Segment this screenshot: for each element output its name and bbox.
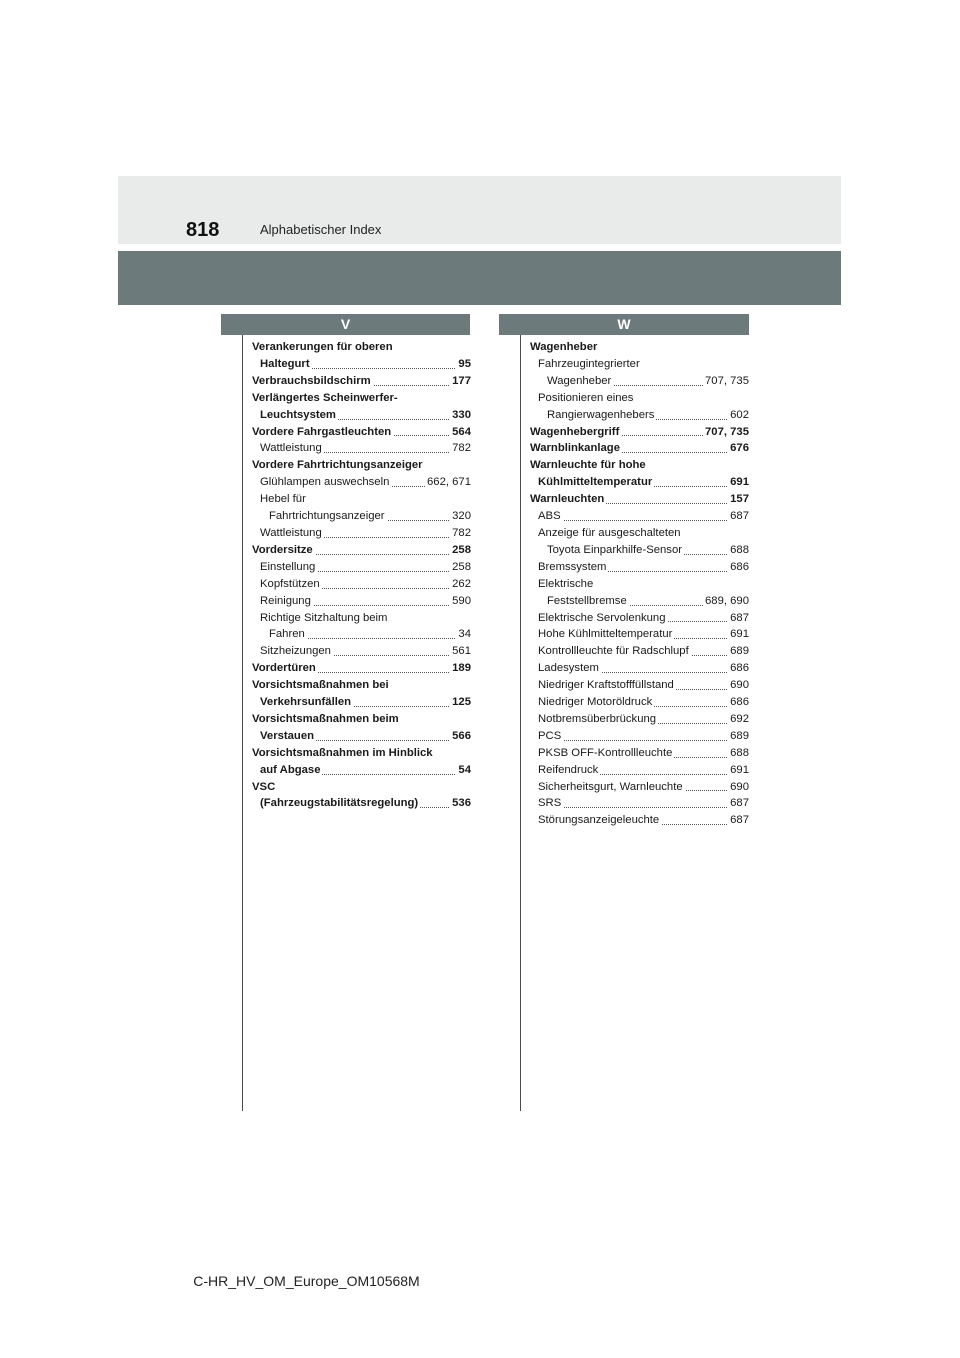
index-entry <box>252 474 471 491</box>
index-term: Feststellbremse <box>547 594 627 607</box>
index-term: Sicherheitsgurt, Warnleuchte <box>538 780 683 793</box>
page-reference: 564 <box>450 424 471 441</box>
page-reference: 687 <box>728 508 749 525</box>
header-band <box>118 176 841 244</box>
index-entry <box>252 779 471 796</box>
index-entry <box>252 373 471 390</box>
index-term: Vordertüren <box>252 662 316 675</box>
column-divider-right <box>520 335 521 1111</box>
page-reference: 189 <box>450 660 471 677</box>
index-term: PKSB OFF-Kontrollleuchte <box>538 746 673 759</box>
index-entry <box>530 779 749 796</box>
page-reference: 707, 735 <box>703 373 749 390</box>
chapter-band <box>118 251 841 305</box>
index-entry <box>530 711 749 728</box>
index-entry <box>530 660 749 677</box>
index-term: Wagenheber <box>530 341 598 353</box>
index-term: Anzeige für ausgeschalteten <box>538 526 681 539</box>
index-entry <box>530 643 749 660</box>
index-term: Vordere Fahrgastleuchten <box>252 425 392 438</box>
letter-header-v: V <box>221 314 470 335</box>
page-reference: 566 <box>450 728 471 745</box>
index-entry <box>252 457 471 474</box>
index-term: Verkehrsunfällen <box>260 696 352 709</box>
index-term: Vorsichtsmaßnahmen im Hinblick <box>252 746 433 759</box>
page-number: 818 <box>186 219 220 241</box>
index-term: Vorsichtsmaßnahmen beim <box>252 712 399 725</box>
letter-header-w: W <box>499 314 749 335</box>
column-divider-left <box>242 335 243 1111</box>
index-term: Warnblinkanlage <box>530 442 620 455</box>
index-term: SRS <box>538 797 562 810</box>
index-entry <box>252 576 471 593</box>
index-entry <box>252 559 471 576</box>
index-entry <box>252 407 471 424</box>
index-entry <box>530 474 749 491</box>
index-entry <box>252 525 471 542</box>
index-entry <box>530 694 749 711</box>
index-entry <box>530 542 749 559</box>
page-reference: 689, 690 <box>703 593 749 610</box>
index-term: Warnleuchten <box>530 493 605 506</box>
index-term: Wattleistung <box>260 442 322 455</box>
page-reference: 691 <box>728 626 749 643</box>
index-term: Wattleistung <box>260 526 322 539</box>
index-term: Bremssystem <box>538 560 607 573</box>
index-term: Vordere Fahrtrichtungsanzeiger <box>252 459 423 472</box>
section-title: Alphabetischer Index <box>260 222 382 237</box>
page-reference: 320 <box>450 508 471 525</box>
index-term: Hebel für <box>260 493 306 506</box>
index-term: Niedriger Kraftstofffüllstand <box>538 679 674 692</box>
index-term: Fahrzeugintegrierter <box>538 357 640 370</box>
index-entry <box>530 356 749 373</box>
page-reference: 258 <box>450 542 471 559</box>
page-reference: 676 <box>728 440 749 457</box>
index-term: Verankerungen für oberen <box>252 341 393 353</box>
page-reference: 686 <box>728 660 749 677</box>
index-entry <box>530 728 749 745</box>
page-reference: 691 <box>728 762 749 779</box>
index-entry <box>252 745 471 762</box>
index-term: Kontrollleuchte für Radschlupf <box>538 645 689 658</box>
page-reference: 561 <box>450 643 471 660</box>
index-term: Vordersitze <box>252 543 313 556</box>
index-term: VSC <box>252 780 276 793</box>
index-entry <box>530 610 749 627</box>
page-reference: 691 <box>728 474 749 491</box>
page-reference: 34 <box>456 626 471 643</box>
page-reference: 258 <box>450 559 471 576</box>
index-entry <box>530 457 749 474</box>
index-entry <box>530 339 749 356</box>
index-entry <box>530 559 749 576</box>
index-entry <box>252 610 471 627</box>
page-reference: 330 <box>450 407 471 424</box>
index-entry <box>530 440 749 457</box>
page-reference: 157 <box>728 491 749 508</box>
index-entry <box>252 424 471 441</box>
page-reference: 687 <box>728 610 749 627</box>
page-reference: 662, 671 <box>425 474 471 491</box>
page-reference: 177 <box>450 373 471 390</box>
page-reference: 262 <box>450 576 471 593</box>
index-entry <box>530 576 749 593</box>
page-reference: 689 <box>728 728 749 745</box>
index-entry <box>252 339 471 356</box>
index-entry <box>252 728 471 745</box>
index-term: Toyota Einparkhilfe-Sensor <box>547 543 683 556</box>
index-entry <box>252 762 471 779</box>
index-term: Niedriger Motoröldruck <box>538 696 653 709</box>
page-reference: 687 <box>728 795 749 812</box>
index-entry <box>252 694 471 711</box>
index-column-v <box>252 339 471 812</box>
index-term: Verlängertes Scheinwerfer- <box>252 391 398 404</box>
index-term: Positionieren eines <box>538 391 634 404</box>
index-entry <box>530 407 749 424</box>
index-term: ABS <box>538 510 561 523</box>
index-entry <box>252 677 471 694</box>
index-entry <box>252 440 471 457</box>
index-term: Wagenhebergriff <box>530 425 620 438</box>
page-reference: 125 <box>450 694 471 711</box>
index-term: PCS <box>538 729 562 742</box>
index-entry <box>252 711 471 728</box>
index-entry <box>530 593 749 610</box>
index-term: auf Abgase <box>260 763 321 776</box>
page-reference: 95 <box>456 356 471 373</box>
page-reference: 536 <box>450 795 471 812</box>
document-code: C-HR_HV_OM_Europe_OM10568M <box>193 1273 420 1289</box>
index-entry <box>252 626 471 643</box>
page-reference: 690 <box>728 779 749 796</box>
page-reference: 590 <box>450 593 471 610</box>
page-reference: 54 <box>456 762 471 779</box>
index-entry <box>530 424 749 441</box>
index-entry <box>530 373 749 390</box>
index-term: Rangierwagenhebers <box>547 408 655 421</box>
index-term: Störungsanzeigeleuchte <box>538 814 660 827</box>
page-reference: 692 <box>728 711 749 728</box>
index-term: Hohe Kühlmitteltemperatur <box>538 628 673 641</box>
page-reference: 707, 735 <box>703 424 749 441</box>
index-term: Elektrische <box>538 577 594 590</box>
index-entry <box>252 542 471 559</box>
page-reference: 686 <box>728 694 749 711</box>
page-reference: 688 <box>728 542 749 559</box>
index-entry <box>252 660 471 677</box>
index-term: Wagenheber <box>547 374 612 387</box>
index-entry <box>252 593 471 610</box>
index-entry <box>530 762 749 779</box>
index-term: Haltegurt <box>260 357 310 370</box>
index-term: Reifendruck <box>538 763 599 776</box>
index-term: Kühlmitteltemperatur <box>538 476 653 489</box>
index-entry <box>530 525 749 542</box>
index-entry <box>530 508 749 525</box>
index-entry <box>530 812 749 829</box>
index-entry <box>530 745 749 762</box>
index-term: Verbrauchsbildschirm <box>252 374 371 387</box>
index-term: Vorsichtsmaßnahmen bei <box>252 679 389 692</box>
page-reference: 782 <box>450 440 471 457</box>
page-reference: 602 <box>728 407 749 424</box>
index-column-w <box>530 339 749 829</box>
index-term: Glühlampen auswechseln <box>260 476 390 489</box>
index-entry <box>530 491 749 508</box>
index-entry <box>530 677 749 694</box>
index-entry <box>252 643 471 660</box>
index-term: (Fahrzeugstabilitätsregelung) <box>260 797 419 810</box>
index-term: Richtige Sitzhaltung beim <box>260 611 388 624</box>
index-term: Sitzheizungen <box>260 645 331 658</box>
index-entry <box>252 508 471 525</box>
page-reference: 690 <box>728 677 749 694</box>
page-reference: 686 <box>728 559 749 576</box>
page-reference: 687 <box>728 812 749 829</box>
index-entry <box>252 390 471 407</box>
index-entry <box>252 356 471 373</box>
index-term: Elektrische Servolenkung <box>538 611 666 624</box>
index-term: Kopfstützen <box>260 577 320 590</box>
index-entry <box>530 795 749 812</box>
index-entry <box>252 491 471 508</box>
index-term: Einstellung <box>260 560 316 573</box>
page-reference: 689 <box>728 643 749 660</box>
index-term: Fahrtrichtungsanzeiger <box>269 510 385 523</box>
index-term: Leuchtsystem <box>260 408 336 421</box>
index-term: Warnleuchte für hohe <box>530 459 646 472</box>
index-entry <box>252 795 471 812</box>
index-term: Fahren <box>269 628 305 641</box>
page-reference: 782 <box>450 525 471 542</box>
index-term: Notbremsüberbrückung <box>538 712 657 725</box>
index-term: Reinigung <box>260 594 311 607</box>
index-entry <box>530 626 749 643</box>
page-reference: 688 <box>728 745 749 762</box>
index-term: Verstauen <box>260 729 315 742</box>
index-term: Ladesystem <box>538 662 599 675</box>
index-entry <box>530 390 749 407</box>
